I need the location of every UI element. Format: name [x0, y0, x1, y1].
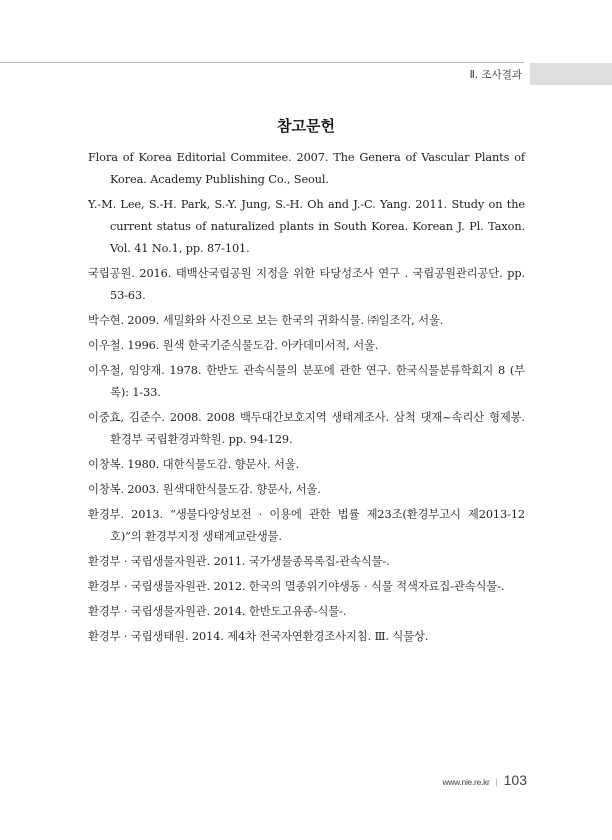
reference-item: Y.-M. Lee, S.-H. Park, S.-Y. Jung, S.-H. Oh and J.-C. Yang. 2011. Study on the current status of naturalized plants in South Korea. Korean J. Pl. Taxon. Vol. 41 No.1, pp. 87-101. — [88, 198, 525, 255]
reference-item: 이우철. 1996. 원색 한국기준식물도감. 아카데미서적, 서울. — [88, 339, 379, 352]
header-rule — [0, 62, 524, 63]
reference-item: 환경부 · 국립생물자원관. 2012. 한국의 멸종위기야생동 · 식물 적색자료집-관속식물-. — [88, 580, 505, 593]
reference-item: 국립공원. 2016. 태백산국립공원 지정을 위한 타당성조사 연구 . 국립공원관리공단. pp. 53-63. — [88, 267, 525, 302]
reference-item: 이중효, 김준수. 2008. 2008 백두대간보호지역 생태계조사. 삼척 댓재~속리산 형제봉. 환경부 국립환경과학원. pp. 94-129. — [88, 411, 525, 446]
page-title: 참고문헌 — [277, 117, 335, 135]
page-footer — [442, 772, 527, 788]
reference-item: 환경부 · 국립생물자원관. 2014. 한반도고유종-식물-. — [88, 605, 347, 618]
footer-url: www.nie.re.kr — [442, 777, 490, 787]
header-tab-block — [530, 63, 612, 85]
reference-item: 이창복. 2003. 원색대한식물도감. 향문사, 서울. — [88, 483, 321, 496]
reference-item: 박수현. 2009. 세밀화와 사진으로 보는 한국의 귀화식물. ㈜일조각, 서울. — [88, 314, 444, 327]
page-number: 103 — [503, 772, 527, 788]
reference-item: 이창복. 1980. 대한식물도감. 향문사. 서울. — [88, 458, 300, 471]
section-label: Ⅱ. 조사결과 — [469, 69, 522, 81]
footer-separator: | — [495, 778, 498, 787]
reference-item: Flora of Korea Editorial Commitee. 2007. The Genera of Vascular Plants of Korea. Academy Publishing Co., Seoul. — [88, 151, 525, 186]
reference-item: 환경부 · 국립생태원. 2014. 제4차 전국자연환경조사지침. Ⅲ. 식물상. — [88, 630, 429, 643]
reference-item: 환경부. 2013. “생물다양성보전 · 이용에 관한 법률 제23조(환경부고시 제2013-12호)”의 환경부지정 생태계교란생물. — [88, 508, 525, 543]
reference-item: 환경부 · 국립생물자원관. 2011. 국가생물종목록집-관속식물-. — [88, 555, 390, 568]
reference-list — [88, 147, 525, 651]
reference-item: 이우철, 임양재. 1978. 한반도 관속식물의 분포에 관한 연구. 한국식물분류학회지 8 (부록): 1-33. — [88, 364, 525, 399]
